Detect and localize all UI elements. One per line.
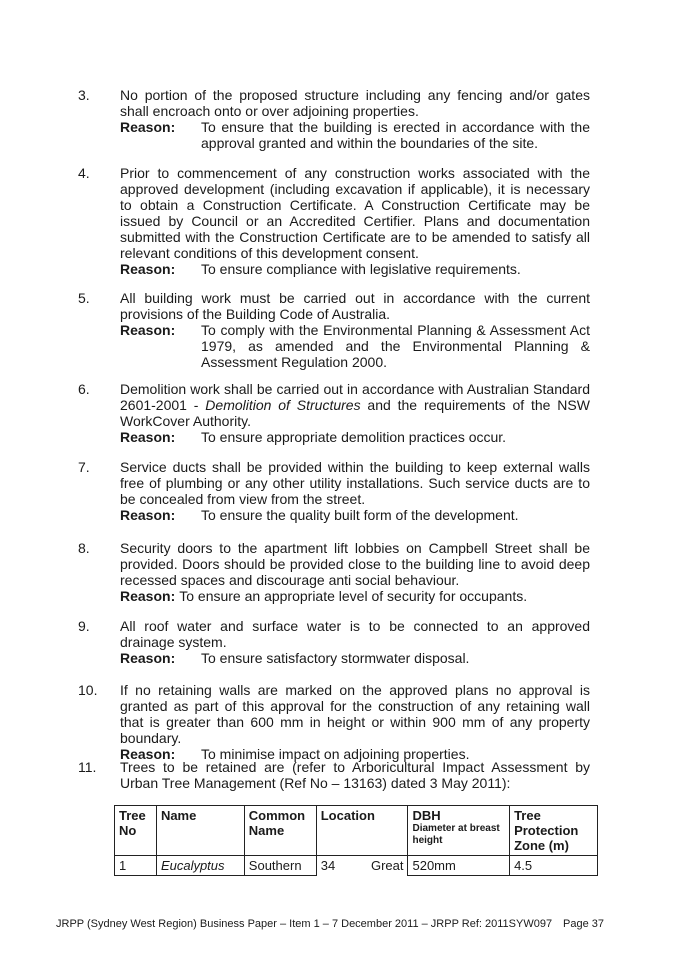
reason-label: Reason: (120, 429, 176, 445)
cell-location-number: 34 (320, 858, 336, 873)
reason-label: Reason: (120, 588, 176, 604)
condition-number: 5. (78, 290, 90, 306)
cell-location-street: Great (370, 858, 404, 873)
condition-number: 3. (78, 87, 90, 103)
condition-text: No portion of the proposed structure including any fencing and/or gates shall encroach onto or over adjoining properties. (120, 87, 590, 119)
table-header-row (115, 806, 598, 856)
standard-title: Demolition of Structures (205, 397, 361, 413)
condition-text-end: and the requirements of the NSW WorkCover Authority. (120, 397, 590, 429)
table-row (115, 856, 598, 876)
reason-text: To ensure compliance with legislative requirements. (201, 261, 521, 277)
cell-tpz: 4.5 (510, 856, 598, 876)
condition-number: 8. (78, 540, 90, 556)
reason-text: To minimise impact on adjoining properties. (201, 746, 470, 762)
reason-text: To ensure appropriate demolition practices occur. (201, 429, 507, 445)
reason-label: Reason: (120, 119, 176, 135)
cell-tree-no: 1 (115, 856, 157, 876)
header-tpz: Tree Protection Zone (m) (510, 806, 598, 856)
header-location: Location (316, 806, 408, 856)
condition-text: Service ducts shall be provided within the building to keep external walls free of plumbing or any other utility installations. Such service ducts are to be concealed from view from the street. (120, 459, 590, 507)
condition-text (120, 381, 590, 429)
condition-number: 6. (78, 381, 90, 397)
condition-text: If no retaining walls are marked on the approved plans no approval is granted as part of this approval for the construction of any retaining wall that is greater than 600 mm in height or within 900 mm of any property boundary. (120, 682, 590, 746)
condition-number: 4. (78, 165, 90, 181)
condition-text: All roof water and surface water is to be connected to an approved drainage system. (120, 618, 590, 650)
reason-label: Reason: (120, 746, 176, 762)
condition-number: 10. (78, 682, 98, 698)
condition-text: Security doors to the apartment lift lobbies on Campbell Street shall be provided. Doors should be provided close to the building line to avoid deep recessed spaces and discourage anti social behaviour. (120, 540, 590, 588)
condition-number: 11. (78, 759, 97, 775)
condition-text: All building work must be carried out in accordance with the current provisions of the Building Code of Australia. (120, 290, 590, 322)
header-dbh-sub: Diameter at breast height (412, 823, 500, 846)
header-tree-no: Tree No (115, 806, 157, 856)
header-common-name: Common Name (244, 806, 316, 856)
reason-text: To ensure satisfactory stormwater disposal. (201, 650, 470, 666)
reason-label: Reason: (120, 650, 176, 666)
reason-text: To ensure an appropriate level of security for occupants. (179, 588, 528, 604)
page-number: Page 37 (563, 918, 604, 930)
cell-dbh: 520mm (408, 856, 510, 876)
cell-location (317, 856, 408, 875)
page-footer (56, 918, 604, 930)
footer-reference: JRPP (Sydney West Region) Business Paper – Item 1 – 7 December 2011 – JRPP Ref: 2011SYW097 (56, 918, 553, 930)
condition-text: Trees to be retained are (refer to Arboricultural Impact Assessment by Urban Tree Management (Ref No – 13163) dated 3 May 2011): (120, 759, 590, 791)
reason-label: Reason: (120, 507, 176, 523)
reason-label: Reason: (120, 261, 176, 277)
reason-text: To ensure the quality built form of the development. (201, 507, 519, 523)
condition-number: 7. (78, 459, 90, 475)
condition-text: Prior to commencement of any construction works associated with the approved development (including excavation if applicable), it is necessary to obtain a Construction Certificate. A Construction Certificate may be issued by Council or an Accredited Certifier. Plans and documentation submitted with the Construction Certificate are to be amended to satisfy all relevant conditions of this development consent. (120, 165, 590, 261)
cell-name-text: Eucalyptus (160, 858, 225, 873)
trees-table (114, 805, 598, 876)
cell-name (156, 856, 244, 876)
reason-text: To comply with the Environmental Planning & Assessment Act 1979, as amended and the Environmental Planning & Assessment Regulation 2000. (201, 322, 590, 370)
header-dbh-label: DBH (412, 808, 441, 823)
condition-number: 9. (78, 618, 90, 634)
header-dbh (408, 806, 510, 856)
header-name: Name (156, 806, 244, 856)
condition-text-start: Demolition work shall be carried out in accordance with Australian Standard 2601-2001 - (120, 381, 590, 413)
reason-label: Reason: (120, 322, 176, 338)
cell-common-name: Southern (244, 856, 316, 876)
reason-text: To ensure that the building is erected in accordance with the approval granted and within the boundaries of the site. (201, 119, 590, 151)
